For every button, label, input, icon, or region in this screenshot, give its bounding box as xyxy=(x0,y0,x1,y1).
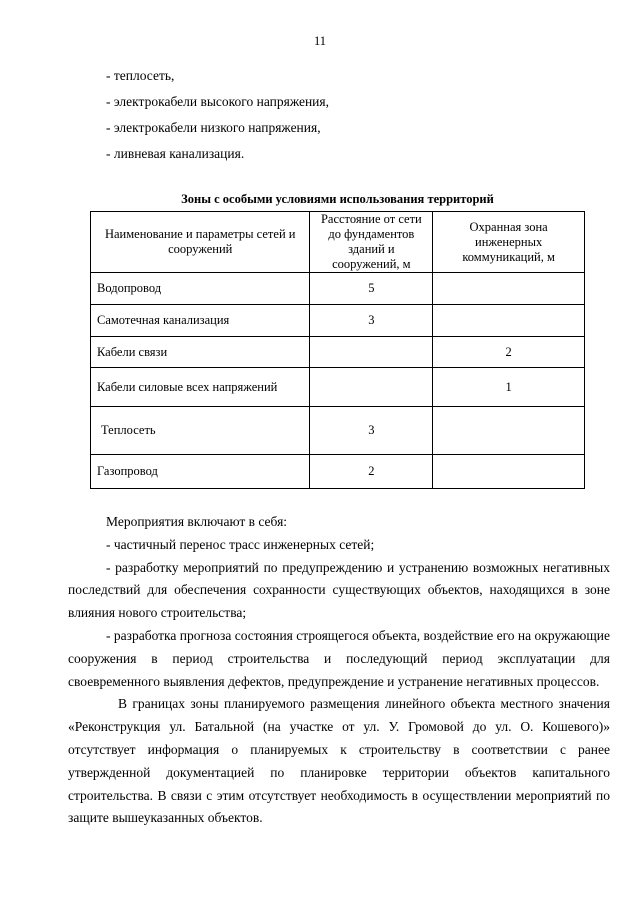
cell-name: Самотечная канализация xyxy=(91,305,310,337)
cell-distance xyxy=(310,368,433,407)
paragraph: - разработку мероприятий по предупреждению и устранению возможных негативных последствий для обеспечения сохранности существующих объектов, находящихся в зоне влияния нового строительства; xyxy=(68,559,610,621)
bullet-list xyxy=(106,66,329,170)
paragraph: - частичный перенос трасс инженерных сетей; xyxy=(106,536,375,552)
cell-name: Кабели связи xyxy=(91,337,310,368)
cell-zone: 2 xyxy=(433,337,585,368)
table-title: Зоны с особыми условиями использования территорий xyxy=(181,192,494,206)
cell-name: Теплосеть xyxy=(91,407,310,455)
cell-zone xyxy=(433,407,585,455)
bullet-item: - ливневая канализация. xyxy=(106,146,245,161)
cell-zone xyxy=(433,273,585,305)
header-distance: Расстояние от сети до фундаментов зданий и сооружений, м xyxy=(310,212,433,273)
bullet-item: - электрокабели низкого напряжения, xyxy=(106,120,321,135)
zones-table xyxy=(90,211,585,489)
bullet-item: - теплосеть, xyxy=(106,68,175,83)
table-row xyxy=(91,407,585,455)
cell-distance xyxy=(310,337,433,368)
table-row xyxy=(91,273,585,305)
cell-distance: 5 xyxy=(310,273,433,305)
paragraph: В границах зоны планируемого размещения линейного объекта местного значения «Реконструкция ул. Батальной (на участке от ул. У. Громовой до ул. О. Кошевого)» отсутствует информация о планируемых к строительству в соответствии с ранее утвержденной документацией по планировке территории объектов капитального строительства. В связи с этим отсутствует необходимость в осуществлении мероприятий по защите вышеуказанных объектов. xyxy=(68,696,610,826)
table-header-row xyxy=(91,212,585,273)
header-name: Наименование и параметры сетей и сооружений xyxy=(91,212,310,273)
cell-zone xyxy=(433,455,585,489)
cell-name: Водопровод xyxy=(91,273,310,305)
cell-name: Газопровод xyxy=(91,455,310,489)
cell-distance: 3 xyxy=(310,305,433,337)
cell-distance: 3 xyxy=(310,407,433,455)
page-number: 11 xyxy=(313,34,327,48)
cell-zone: 1 xyxy=(433,368,585,407)
cell-name: Кабели силовые всех напряжений xyxy=(91,368,310,407)
table-row xyxy=(91,455,585,489)
bullet-item: - электрокабели высокого напряжения, xyxy=(106,94,329,109)
cell-distance: 2 xyxy=(310,455,433,489)
table-row xyxy=(91,368,585,407)
cell-zone xyxy=(433,305,585,337)
table-row xyxy=(91,305,585,337)
header-zone: Охранная зона инженерных коммуникаций, м xyxy=(433,212,585,273)
table-row xyxy=(91,337,585,368)
body-text xyxy=(68,511,610,830)
paragraph: - разработка прогноза состояния строящегося объекта, воздействие его на окружающие сооружения в период строительства и последующий период эксплуатации для своевременного выявления дефектов, предупреждение и устранение негативных процессов. xyxy=(68,627,610,689)
paragraph: Мероприятия включают в себя: xyxy=(106,514,288,529)
